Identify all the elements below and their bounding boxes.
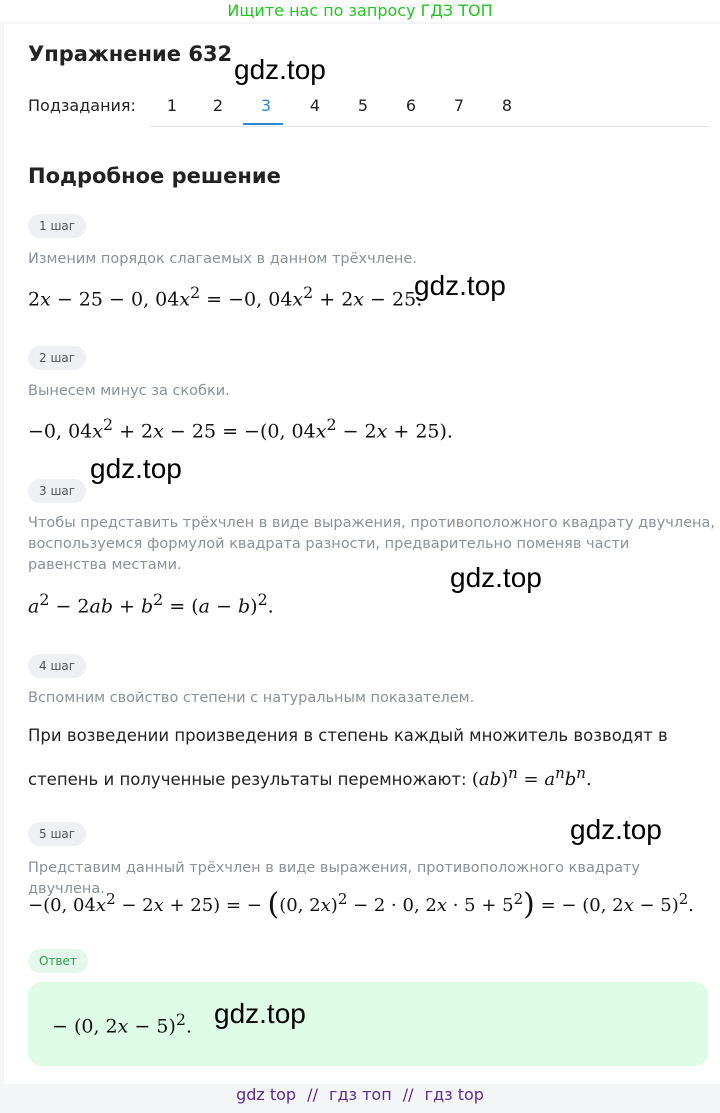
tab-subtask-4[interactable]: 4 — [309, 96, 321, 115]
answer-badge: Ответ — [28, 949, 88, 973]
step-desc-3-line-2: воспользуемся формулой квадрата разности, предварительно поменяв части — [28, 536, 630, 552]
step-formula-2: −0, $04x^2 + 2x - 25 = -(0$, $04x^2 - 2x + 25$). — [28, 415, 453, 443]
step-formula-1: 2x − 25 − 0, $04x^2 = -0$, $04x^2 + 2x - 25$. — [28, 283, 423, 311]
watermark: gdz.top — [214, 998, 306, 1029]
promo-banner[interactable]: Ищите нас по запросу ГДЗ ТОП — [0, 0, 720, 22]
step-formula-3: $a^2 - 2ab + b^2 = (a - b)^2$. — [28, 590, 274, 618]
step-formula-4: $(ab)^n = a^nb^n$. — [471, 764, 592, 790]
step-desc-3-line-1: Чтобы представить трёхчлен в виде выражения, противоположного квадрату двучлена, — [28, 515, 716, 531]
watermark: gdz.top — [234, 54, 326, 85]
step-formula-5: −(0, $04x^2 - 2x + 25$) = − ((0, 2x)$^2$ − 2 · 0, $2x \cdot 5 + 5^2$) = − (0, 2x − 5)$^2$. — [28, 887, 695, 922]
step-desc-2: Вынесем минус за скобки. — [28, 383, 230, 399]
step-badge-5: 5 шаг — [28, 822, 86, 846]
step-desc-5: Представим данный трёхчлен в виде выражения, противоположного квадрату двучлена. — [28, 860, 640, 897]
step-rule-4-line-1: При возведении произведения в степень каждый множитель возводят в — [28, 726, 668, 745]
subtasks-tabs — [150, 88, 710, 127]
step-desc-1: Изменим порядок слагаемых в данном трёхчлене. — [28, 251, 417, 267]
answer-box — [28, 982, 708, 1066]
watermark: gdz.top — [90, 453, 182, 484]
footer-separator: // — [402, 1085, 414, 1104]
step-badge-1: 1 шаг — [28, 214, 86, 238]
tab-subtask-7[interactable]: 7 — [453, 96, 465, 115]
step-badge-2: 2 шаг — [28, 346, 86, 370]
watermark: gdz.top — [414, 270, 506, 301]
step-desc-4: Вспомним свойство степени с натуральным показателем. — [28, 690, 475, 706]
footer-link-gdz-top-ru[interactable]: гдз топ — [329, 1085, 392, 1104]
tab-subtask-2[interactable]: 2 — [212, 96, 224, 115]
exercise-card — [4, 24, 720, 1084]
answer-formula: − (0, 2x − 5)$^2$. — [52, 1010, 192, 1038]
footer-links — [0, 1085, 720, 1104]
tab-subtask-8[interactable]: 8 — [501, 96, 513, 115]
footer-link-gdz-top-mixed[interactable]: гдз top — [424, 1085, 484, 1104]
subtasks-label: Подзадания: — [28, 96, 136, 115]
watermark: gdz.top — [450, 562, 542, 593]
watermark: gdz.top — [570, 814, 662, 845]
active-tab-indicator — [243, 123, 283, 125]
solution-heading: Подробное решение — [28, 164, 281, 188]
step-rule-4-line-2 — [28, 755, 592, 798]
footer-separator: // — [307, 1085, 318, 1104]
step-rule-4-text: степень и полученные результаты перемножают: — [28, 770, 467, 789]
tab-subtask-3[interactable]: 3 — [260, 96, 272, 115]
step-badge-3: 3 шаг — [28, 479, 86, 503]
tab-subtask-5[interactable]: 5 — [357, 96, 369, 115]
step-badge-4: 4 шаг — [28, 654, 86, 678]
tab-subtask-6[interactable]: 6 — [405, 96, 417, 115]
footer-link-gdz-top[interactable]: gdz top — [236, 1085, 297, 1104]
step-desc-3-line-3: равенства местами. — [28, 557, 182, 573]
tab-subtask-1[interactable]: 1 — [166, 96, 178, 115]
exercise-title: Упражнение 632 — [28, 42, 233, 66]
